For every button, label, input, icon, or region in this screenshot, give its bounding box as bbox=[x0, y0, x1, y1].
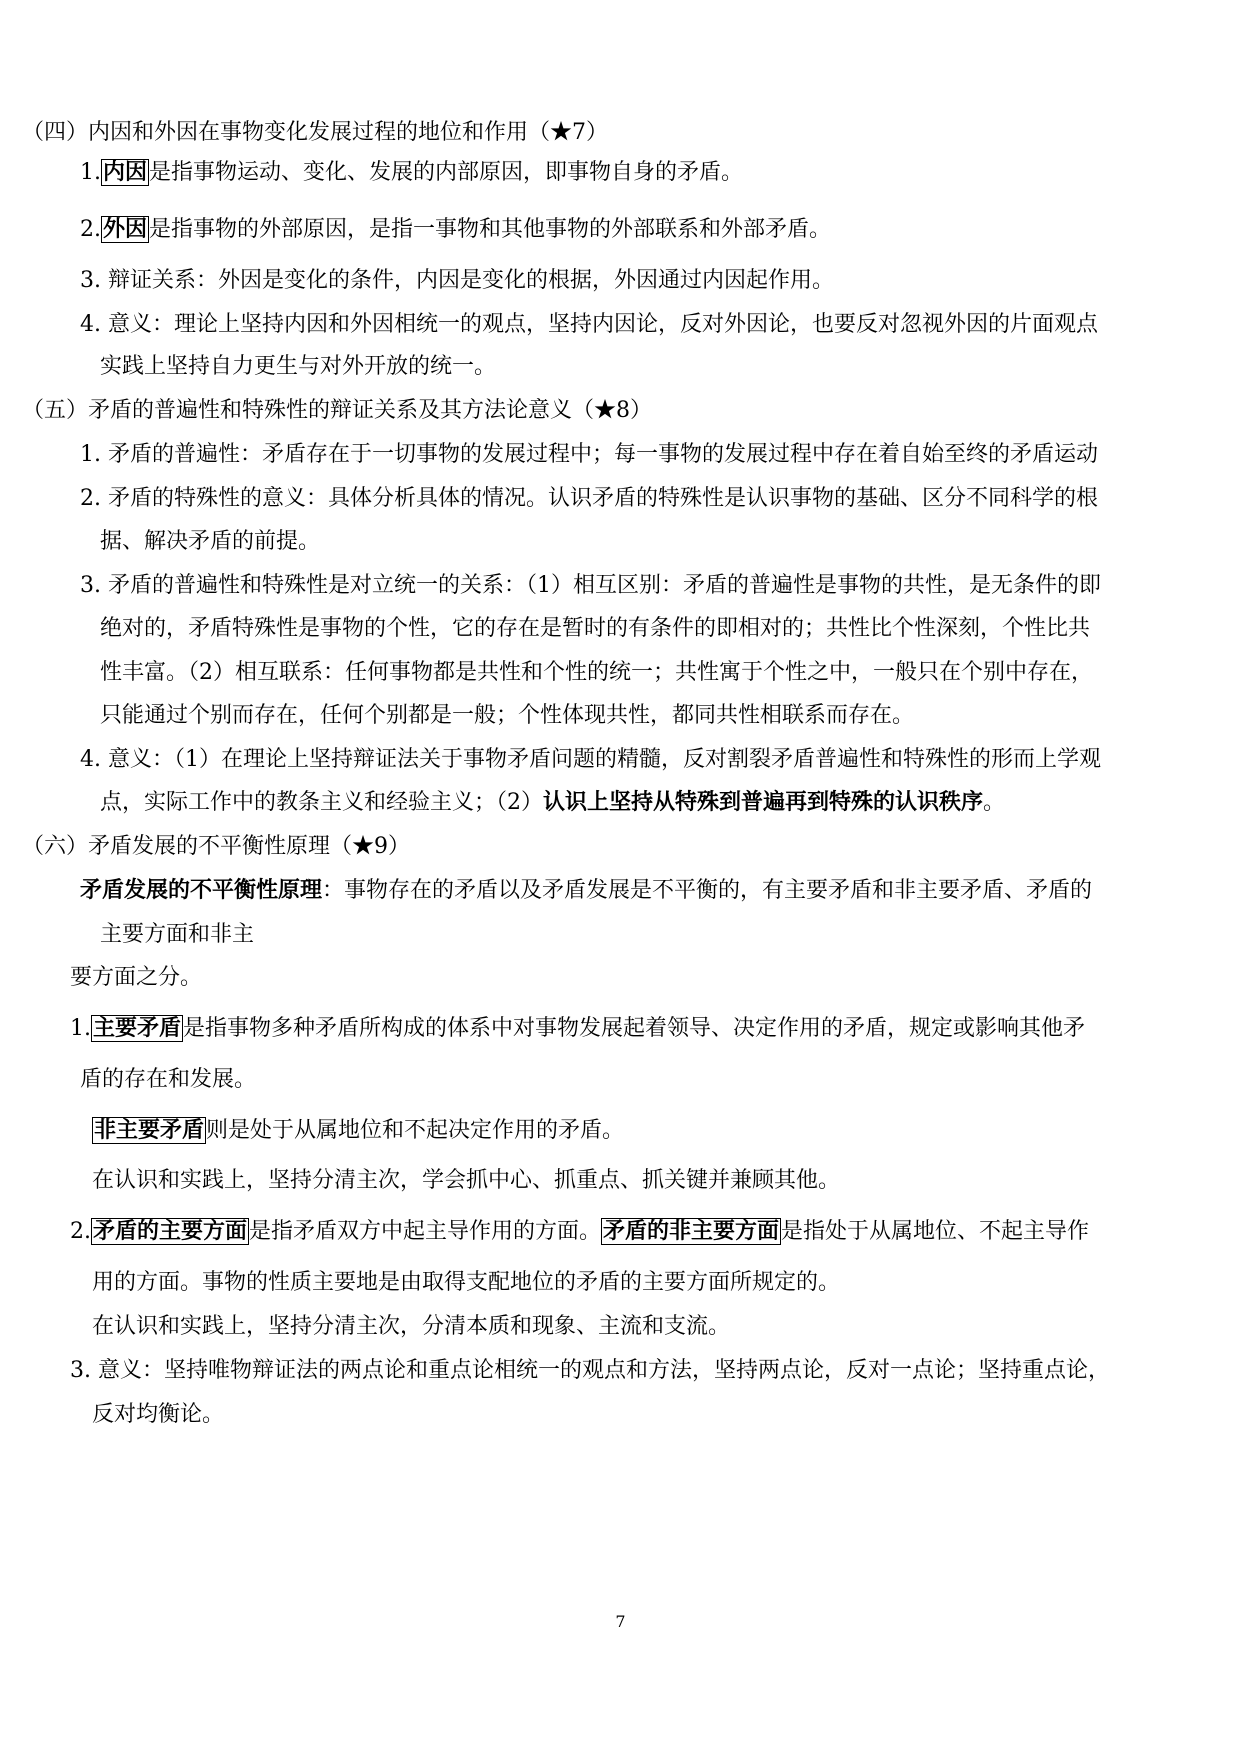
s6-item-2-note: 在认识和实践上，坚持分清主次，分清本质和现象、主流和支流。 bbox=[92, 1314, 731, 1339]
item-number: 1. bbox=[80, 160, 101, 185]
item-text: 是指矛盾双方中起主导作用的方面。 bbox=[249, 1219, 602, 1244]
s5-item-4-line-2 bbox=[100, 788, 1005, 818]
term-internal-cause: 内因 bbox=[103, 160, 148, 185]
item-text: 点，实际工作中的教条主义和经验主义；（2） bbox=[100, 790, 543, 815]
term-principal-aspect: 矛盾的主要方面 bbox=[93, 1219, 248, 1244]
s5-item-1: 1. 矛盾的普遍性：矛盾存在于一切事物的发展过程中；每一事物的发展过程中存在着自始至终的矛盾运动 bbox=[80, 442, 1098, 467]
term-external-cause: 外因 bbox=[103, 217, 148, 242]
principle-title: 矛盾发展的不平衡性原理 bbox=[80, 878, 323, 903]
s5-item-3-line-3: 性丰富。（2）相互联系：任何事物都是共性和个性的统一；共性寓于个性之中，一般只在个别中存在， bbox=[100, 660, 1094, 685]
s6-item-1 bbox=[70, 1014, 1085, 1044]
s6-item-1-note: 在认识和实践上，坚持分清主次，学会抓中心、抓重点、抓关键并兼顾其他。 bbox=[92, 1168, 841, 1193]
s6-intro-line-2: 主要方面和非主 bbox=[100, 922, 255, 947]
s6-item-1-sub bbox=[92, 1116, 624, 1146]
s5-item-3-line-4: 只能通过个别而存在，任何个别都是一般；个性体现共性，都同共性相联系而存在。 bbox=[100, 703, 915, 728]
s4-item-4-line-2: 实践上坚持自力更生与对外开放的统一。 bbox=[100, 354, 497, 379]
item-text: 是指事物的外部原因，是指一事物和其他事物的外部联系和外部矛盾。 bbox=[149, 217, 832, 242]
item-text-2: 是指处于从属地位、不起主导作 bbox=[781, 1219, 1090, 1244]
bold-text: 认识上坚持从特殊到普遍再到特殊的认识秩序 bbox=[543, 790, 984, 815]
s6-intro-line-3: 要方面之分。 bbox=[70, 965, 203, 990]
s5-item-2-line-1: 2. 矛盾的特殊性的意义：具体分析具体的情况。认识矛盾的特殊性是认识事物的基础、区分不同科学的根 bbox=[80, 486, 1098, 511]
item-number: 1. bbox=[70, 1016, 91, 1041]
item-text-end: 。 bbox=[983, 790, 1006, 815]
item-text: 则是处于从属地位和不起决定作用的矛盾。 bbox=[206, 1118, 625, 1143]
s4-item-4-line-1: 4. 意义：理论上坚持内因和外因相统一的观点，坚持内因论，反对外因论，也要反对忽视外因的片面观点 bbox=[80, 312, 1098, 337]
s4-item-3: 3. 辩证关系：外因是变化的条件，内因是变化的根据，外因通过内因起作用。 bbox=[80, 268, 834, 293]
s5-item-2-line-2: 据、解决矛盾的前提。 bbox=[100, 529, 321, 554]
item-number: 2. bbox=[70, 1219, 91, 1244]
s5-item-3-line-1: 3. 矛盾的普遍性和特殊性是对立统一的关系：（1）相互区别：矛盾的普遍性是事物的共性，是无条件的即 bbox=[80, 573, 1101, 598]
intro-text: ：事物存在的矛盾以及矛盾发展是不平衡的，有主要矛盾和非主要矛盾、矛盾的 bbox=[322, 878, 1093, 903]
s6-item-1-line-2: 盾的存在和发展。 bbox=[80, 1067, 257, 1092]
section-6-heading: （六）矛盾发展的不平衡性原理（★9） bbox=[22, 834, 410, 859]
s4-item-1 bbox=[80, 158, 743, 188]
term-principal-contradiction: 主要矛盾 bbox=[93, 1016, 182, 1041]
s6-item-3-line-2: 反对均衡论。 bbox=[92, 1402, 225, 1427]
s4-item-2 bbox=[80, 215, 831, 245]
item-number: 2. bbox=[80, 217, 101, 242]
s5-item-3-line-2: 绝对的，矛盾特殊性是事物的个性，它的存在是暂时的有条件的即相对的；共性比个性深刻，个性比共 bbox=[100, 616, 1091, 641]
s5-item-4-line-1: 4. 意义：（1）在理论上坚持辩证法关于事物矛盾问题的精髓，反对割裂矛盾普遍性和特殊性的形而上学观 bbox=[80, 747, 1101, 772]
section-4-heading: （四）内因和外因在事物变化发展过程的地位和作用（★7） bbox=[22, 120, 608, 145]
s6-item-2 bbox=[70, 1217, 1089, 1247]
item-text: 是指事物多种矛盾所构成的体系中对事物发展起着领导、决定作用的矛盾，规定或影响其他矛 bbox=[183, 1016, 1086, 1041]
term-non-principal-aspect: 矛盾的非主要方面 bbox=[603, 1219, 780, 1244]
section-5-heading: （五）矛盾的普遍性和特殊性的辩证关系及其方法论意义（★8） bbox=[22, 398, 652, 423]
s6-item-2-line-2: 用的方面。事物的性质主要地是由取得支配地位的矛盾的主要方面所规定的。 bbox=[92, 1270, 841, 1295]
term-non-principal-contradiction: 非主要矛盾 bbox=[94, 1118, 205, 1143]
s6-intro-line-1 bbox=[80, 876, 1092, 906]
s6-item-3-line-1: 3. 意义：坚持唯物辩证法的两点论和重点论相统一的观点和方法，坚持两点论，反对一点论；坚持重点论， bbox=[70, 1358, 1110, 1383]
item-text: 是指事物运动、变化、发展的内部原因，即事物自身的矛盾。 bbox=[149, 160, 744, 185]
page-number: 7 bbox=[615, 1612, 626, 1631]
